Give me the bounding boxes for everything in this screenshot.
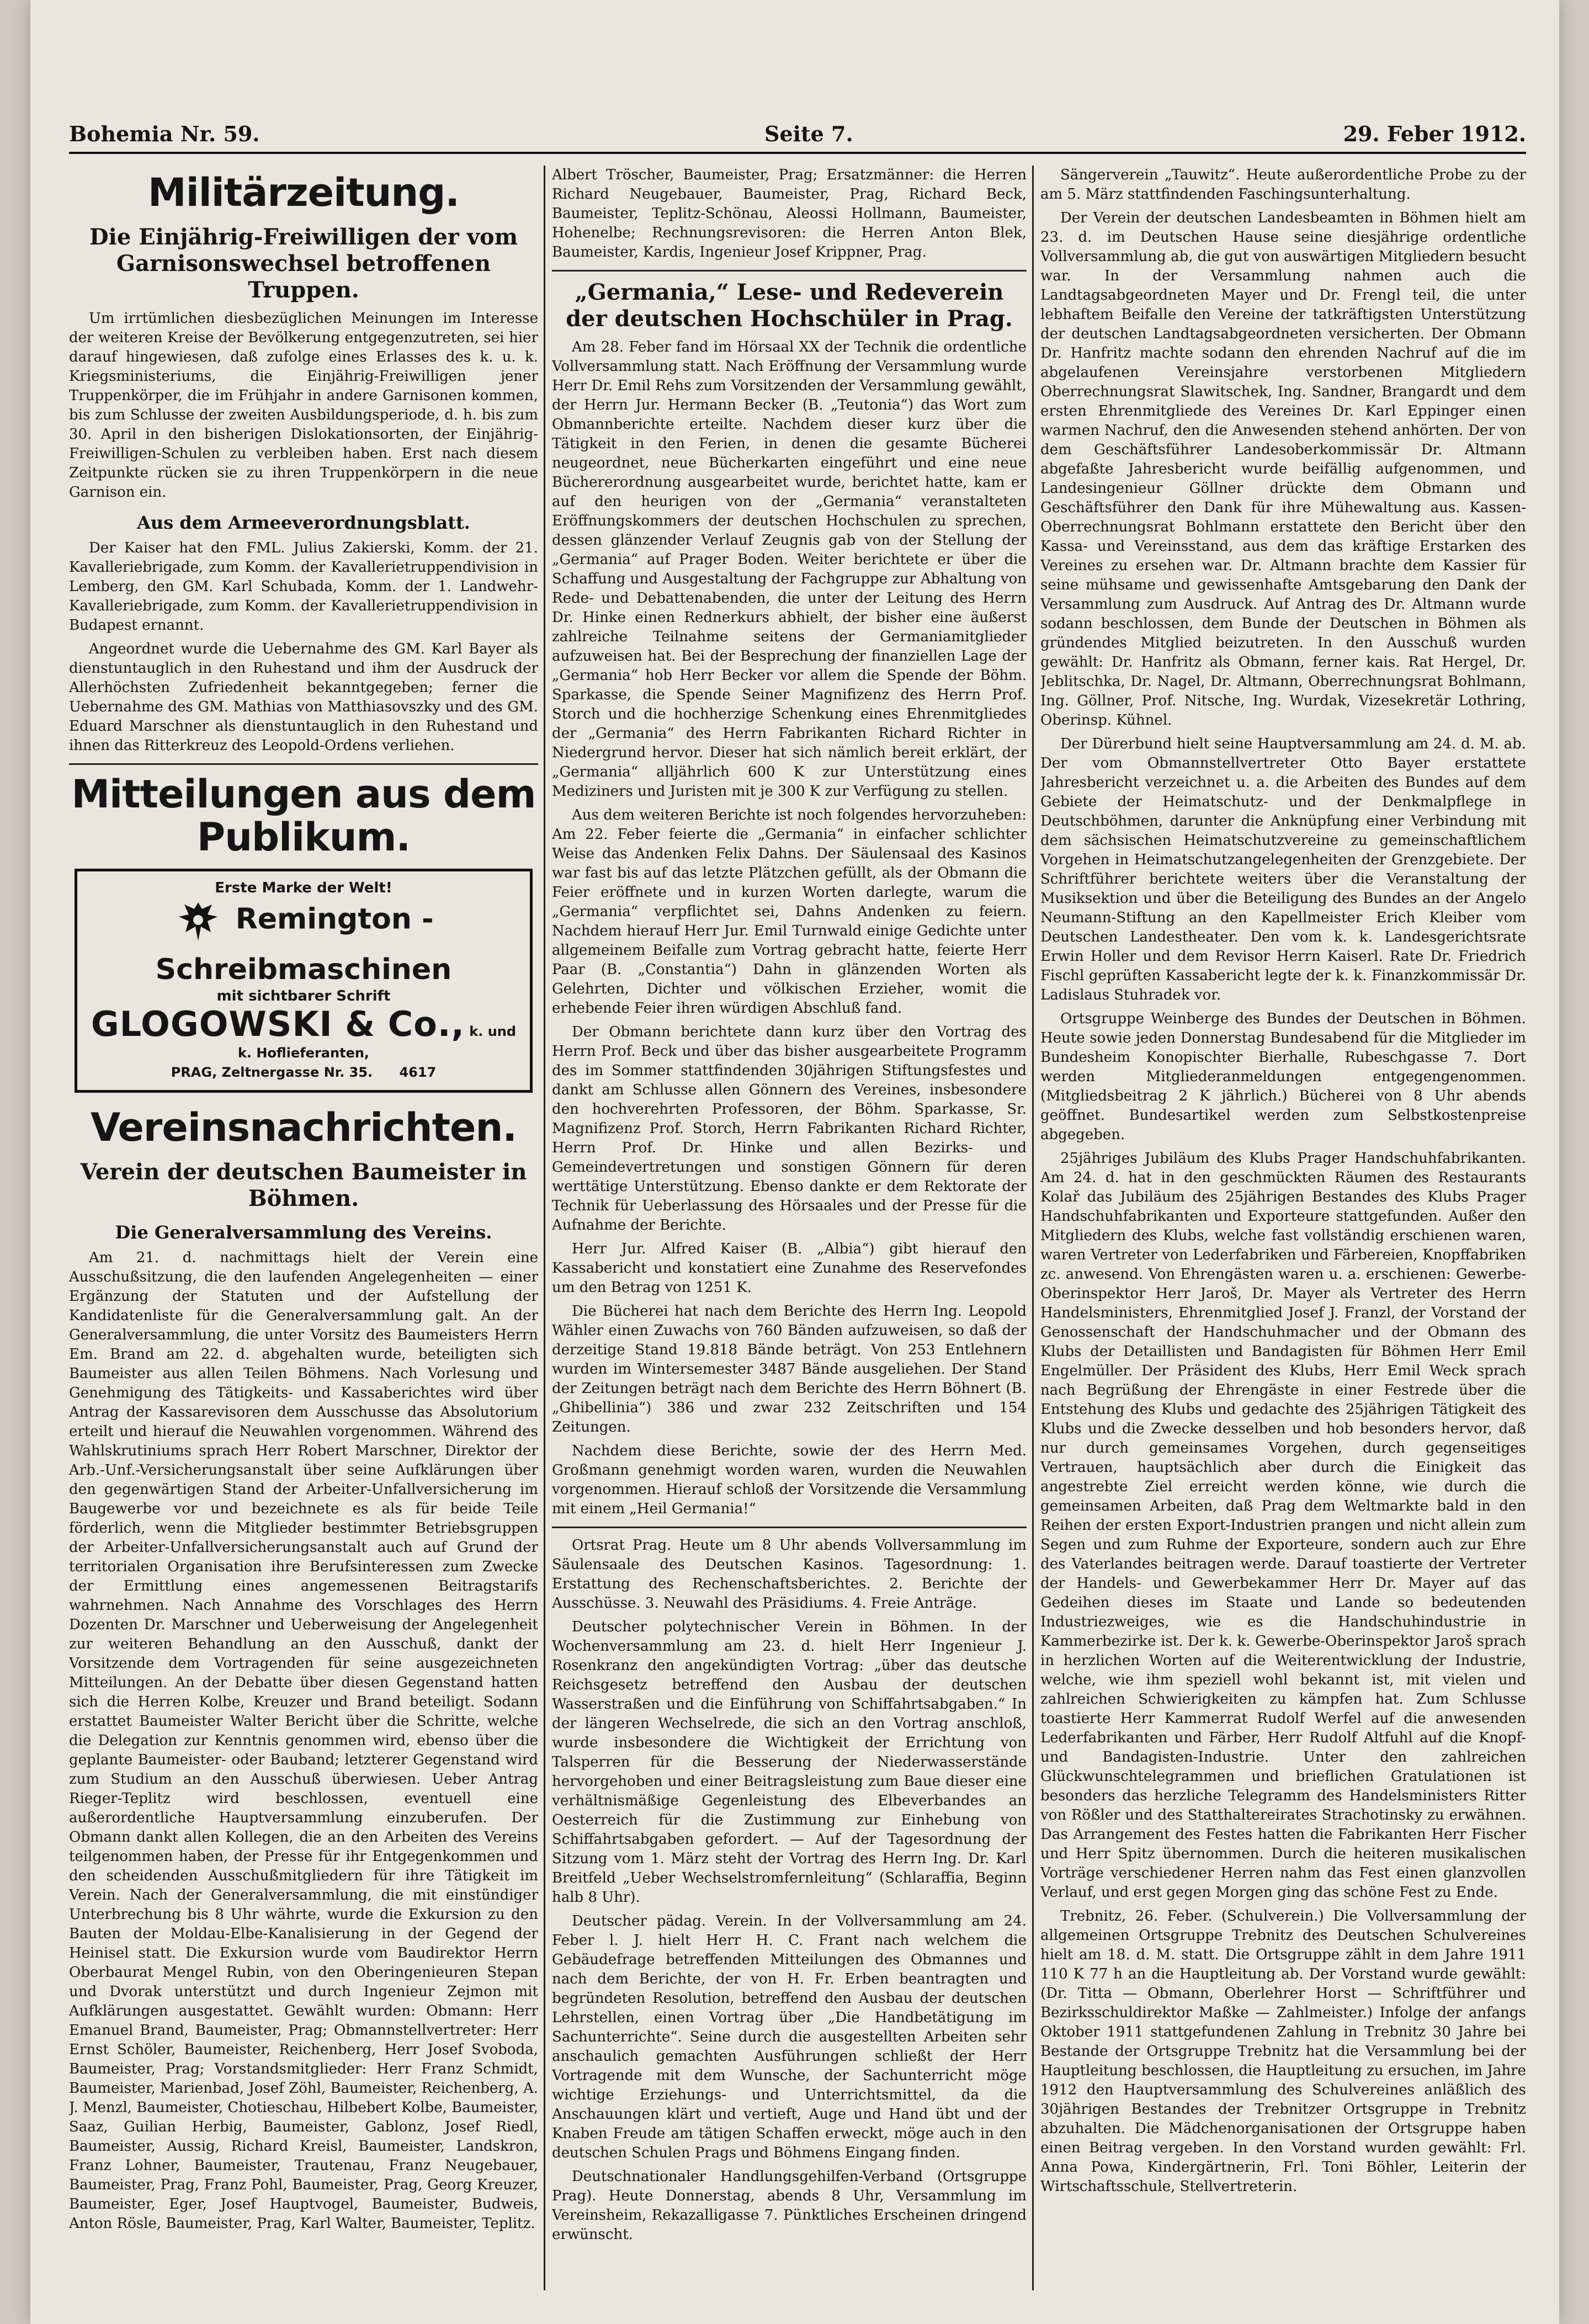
- ad-tagline: Erste Marke der Welt!: [215, 880, 392, 896]
- newspaper-page: [30, 0, 1559, 2324]
- military-headline: Die Einjährig-Freiwilligen der vom Garnisonswechsel betroffenen Truppen.: [89, 224, 518, 303]
- germania-paragraph-5: Die Bücherei hat nach dem Berichte des Herrn Ing. Leopold Wähler einen Zuwachs von 760 Bänden aufzuweisen, so daß der derzeitige Stand 19.818 Bände beträgt. Von 253 Entlehnern wurden im Wintersemester 3487 Bände ausgeliehen. Der Stand der Zeitungen beträgt nach dem Berichte des Herrn Böhnert (B. „Ghibellinia“) 386 und zwar 232 Zeitschriften und 154 Zeitungen.: [552, 1303, 1027, 1435]
- ad-product-name: Remington - Schreibmaschinen: [155, 902, 452, 986]
- notice-choir: Sängerverein „Tauwitz“. Heute außerordentliche Probe zu der am 5. März stattfindenden Faschingsunterhaltung.: [1040, 167, 1526, 203]
- ad-purveyor: k. und k. Hoflieferanten,: [237, 1024, 517, 1061]
- double-eagle-icon: [173, 897, 223, 952]
- section-divider: [552, 1527, 1027, 1528]
- notice-trebnitz: Trebnitz, 26. Feber. (Schulverein.) Die Vollversammlung der allgemeinen Ortsgruppe Trebnitz des Deutschen Schulvereines hielt am 18. d. M. statt. Die Ortsgruppe zählt in dem Jahre 1911 110 K 77 h an die Hauptleitung ab. Der Vorstand wurde gewählt: (Dr. Titta — Obmann, Oberlehrer Horst — Schriftführer und Bezirksschuldirektor Maßke — Zahlmeister.) Infolge der anfangs Oktober 1911 stattgefundenen Zahlung in Trebnitz 30 Jahre bei Bestande der Ortsgruppe Trebnitz hat die Versammlung bei der Hauptleitung beschlossen, die Hauptleitung zu ersuchen, im Jahre 1912 den Hauptversammlung des Schulvereines anläßlich des 30jährigen Bestandes der Trebnitzer Ortsgruppe in Trebnitz abzuhalten. Die Mädchenorganisationen der Ortsgruppe haben einen Beitrag vergeben. In den Vorstand wurden gewählt: Frl. Anna Powa, Kindergärtnerin, Frl. Toni Böhler, Leiterin der Wirtschaftsschule, Stellvertreterin.: [1040, 1908, 1526, 2195]
- public-notices-title: Mitteilungen aus dem Publikum.: [71, 772, 536, 860]
- ad-code: 4617: [399, 1065, 437, 1080]
- column-3: [1040, 166, 1526, 2290]
- germania-headline: „Germania,“ Lese- und Redeverein der deutschen Hochschüler in Prag.: [566, 279, 1013, 332]
- header-page-number: Seite 7.: [764, 121, 853, 146]
- army-gazette-paragraph-2: Angeordnet wurde die Uebernahme des GM. Karl Bayer als dienstuntauglich in den Ruhestand und ihm der Ausdruck der Allerhöchsten Zufriedenheit bekanntgegeben; ferner die Uebernahme des GM. Mathias von Matthiasovszky und des GM. Eduard Marschner als dienstuntauglich in den Ruhestand und ihnen das Ritterkreuz des Leopold-Ordens verliehen.: [69, 641, 538, 754]
- section-divider: [552, 270, 1027, 272]
- club-news-title: Vereinsnachrichten.: [91, 1105, 517, 1150]
- column-2-lead-text: Albert Tröscher, Baumeister, Prag; Ersatzmänner: die Herren Richard Neugebauer, Baumeister, Prag, Richard Beck, Baumeister, Teplitz-Schönau, Aleossi Hollmann, Baumeister, Hohenelbe; Rechnungsrevisoren: die Herren Anton Blek, Baumeister, Kardis, Ingenieur Josef Krippner, Prag.: [552, 167, 1027, 260]
- notice-weinberge: Ortsgruppe Weinberge des Bundes der Deutschen in Böhmen. Heute sowie jeden Donnerstag Bundesabend für die Mitglieder im Bundesheim Konopischter Bierhalle, Rubeschgasse 7. Dort werden Mitgliederanmeldungen entgegengenommen. (Mitgliedsbeitrag 2 K jährlich.) Bücherei von 8 Uhr abends geöffnet. Bundesartikel werden zum Selbstkostenpreise abgegeben.: [1040, 1011, 1526, 1143]
- section-divider: [69, 763, 538, 765]
- club-news-subtitle: Verein der deutschen Baumeister in Böhmen.: [80, 1159, 527, 1211]
- germania-paragraph-1: Am 28. Feber fand im Hörsaal XX der Technik die ordentliche Vollversammlung statt. Nach Eröffnung der Versammlung wurde Herr Dr. Emil Rehs zum Vorsitzenden der Versammlung gewählt, der Herrn Jur. Hermann Becker (B. „Teutonia“) das Wort zum Obmannberichte erteilte. Nachdem dieser kurz über die Tätigkeit in den Ferien, in denen die gesamte Bücherei neugeordnet, neue Bücherkarten eingeführt und eine neue Büchererordnung ausgearbeitet wurde, berichtet hatte, kam er auf den heurigen von der „Germania“ veranstalteten Eröffnungskommers der deutschen Hochschulen zu sprechen, dessen glänzender Verlauf Zeugnis gab von der Stellung der „Germania“ auf Prager Boden. Weiter berichtete er über die Schaffung und Ausgestaltung der Fachgruppe zur Abhaltung von Rede- und Debattenabenden, die unter der Leitung des Herrn Dr. Hinke einen Rednerkurs abhielt, der bisher eine äußerst zahlreiche Teilnahme seitens der Germaniamitglieder aufzuweisen hat. Bei der Besprechung der finanziellen Lage der „Germania“ hob Herr Becker vor allem die Spende der Böhm. Sparkasse, die Spende Seiner Magnifizenz des Herrn Prof. Storch und die hochherzige Schenkung eines Ehrenmitgliedes der „Germania“ des Herrn Fabrikanten Richard Richter in Niedergrund hervor. Dieser hat sich nämlich bereit erklärt, der „Germania“ alljährlich 600 K zur Unterstützung eines Mediziners und Juristen mit je 300 K zur Verfügung zu stellen.: [552, 339, 1027, 800]
- header-rule: [69, 152, 1526, 154]
- notice-duererbund: Der Dürerbund hielt seine Hauptversammlung am 24. d. M. ab. Der vom Obmannstellvertreter Otto Bayer erstattete Jahresbericht verzeichnet u. a. die Arbeiten des Bundes auf dem Gebiete der Heimatschutz- und der Denkmalpflege in Deutschböhmen, darunter die Anknüpfung einer Verbindung mit dem sächsischen Heimatschutzvereine zu gemeinschaftlichem Vorgehen in Heimatschutzangelegenheiten der Grenzgebiete. Der Schriftführer berichtete weiters über die Veranstaltung der Musiksektion und über die Beteiligung des Bundes an der Angelo Neumann-Stiftung an den Kapellmeister Erich Kleiber vom Deutschen Landestheater. Den vom k. k. Landesgerichtsrate Erwin Holler und dem Revisor Herrn Kaiserl. Rate Dr. Friedrich Fischl geprüften Kassabericht legte der k. k. Finanzkommissär Dr. Ladislaus Stuhradek vor.: [1040, 736, 1526, 1003]
- germania-paragraph-4: Herr Jur. Alfred Kaiser (B. „Albia“) gibt hierauf den Kassabericht und konstatiert eine Zunahme des Reservefondes um den Betrag von 1251 K.: [552, 1241, 1027, 1296]
- general-assembly-text: Am 21. d. nachmittags hielt der Verein eine Ausschußsitzung, die den laufenden Angelegenheiten — einer Ergänzung der Statuten und der Aufstellung der Kandidatenliste für die Generalversammlung galt. An der Generalversammlung, die unter Vorsitz des Baumeisters Herrn Em. Brand am 22. d. abgehalten wurde, beteiligten sich Baumeister aus allen Teilen Böhmens. Nach Vorlesung und Genehmigung des Tätigkeits- und Kassaberichtes wird über Antrag der Kassarevisoren dem Ausschusse das Absolutorium erteilt und hierauf die Neuwahlen vorgenommen. Während des Wahlskrutiniums sprach Herr Robert Marschner, Direktor der Arb.-Unf.-Versicherungsanstalt über seine Aufklärungen über den gegenwärtigen Stand der Arbeiter-Unfallversicherung im Baugewerbe vor und bezeichnete es als für beide Teile förderlich, wenn die Mitglieder bestimmter Betriebsgruppen der Arbeiter-Unfallversicherungsanstalt auch auf Grund der territorialen Organisation ihre Berufsinteressen zum Zwecke der Ermittlung eines angemessenen Beitragstarifs wahrnehmen. Nach Annahme des Vorschlages des Herrn Dozenten Dr. Marschner und Ueberweisung der Angelegenheit zur weiteren Behandlung an den Ausschuß, dankt der Vorsitzende dem Vortragenden für seine ausgezeichneten Mitteilungen. An der Debatte über diesen Gegenstand hatten sich die Herren Kolbe, Kreuzer und Brand beteiligt. Sodann erstattet Baumeister Walter Bericht über die Schritte, welche die Delegation zur Kenntnis genommen wird, ebenso über die geplante Baumeister- oder Bauband; letzterer Gegenstand wird zum Studium an den Ausschuß überwiesen. Ueber Antrag Rieger-Teplitz wird beschlossen, eventuell eine außerordentliche Hauptversammlung einzuberufen. Der Obmann dankt allen Kollegen, die an den Arbeiten des Vereins teilgenommen haben, der Presse für ihr Entgegenkommen und den scheidenden Ausschußmitgliedern für ihre Tätigkeit im Verein. Nach der Generalversammlung, die mit einstündiger Unterbrechung bis 8 Uhr währte, wurde die Exkursion zu den Bauten der Moldau-Elbe-Kanalisierung in der Gegend der Heinisel statt. Die Exkursion wurde vom Baudirektor Herrn Oberbaurat Mengel Rubin, von den Oberingenieuren Stepan und Dvorak unterstützt und durch Ingenieur Zejmon mit Aufklärungen ausgestattet. Gewählt wurden: Obmann: Herr Emanuel Brand, Baumeister, Prag; Obmannstellvertreter: Herr Ernst Schöler, Baumeister, Reichenberg, Herr Josef Svoboda, Baumeister, Prag; Vorstandsmitglieder: Herr Franz Schmidt, Baumeister, Marienbad, Josef Zöhl, Baumeister, Reichenberg, A. J. Menzl, Baumeister, Chotieschau, Hilbebert Kolbe, Baumeister, Saaz, Guilian Herbig, Baumeister, Gablonz, Josef Riedl, Baumeister, Aussig, Richard Kreisl, Baumeister, Landskron, Franz Lohner, Baumeister, Trautenau, Franz Neugebauer, Baumeister, Prag, Franz Pohl, Baumeister, Prag, Georg Kreuzer, Baumeister, Eger, Josef Hauptvogel, Baumeister, Budweis, Anton Rösle, Baumeister, Prag, Karl Walter, Baumeister, Teplitz.: [69, 1249, 538, 2232]
- header-publication: Bohemia Nr. 59.: [69, 121, 260, 146]
- germania-paragraph-2: Aus dem weiteren Berichte ist noch folgendes hervorzuheben: Am 22. Feber feierte die „Germania“ in einfacher schlichter Weise das Andenken Felix Dahns. Der Säulensaal des Kasinos war fast bis auf das letzte Plätzchen gefüllt, als der Obmann die Feier eröffnete und in kurzen Worten darlegte, warum die „Germania“ verpflichtet sei, Dahns Andenken zu feiern. Nachdem hierauf Herr Jur. Emil Turnwald einige Gedichte unter allgemeinem Beifalle zum Vortrag gebracht hatte, feierte Herr Paar (B. „Constantia“) Dahn in glänzenden Worten als Gelehrten, Dichter und völkischen Erzieher, womit die erhebende Feier ihren würdigen Abschluß fand.: [552, 807, 1027, 1017]
- remington-advertisement: [75, 869, 533, 1093]
- column-1: [69, 166, 538, 2290]
- army-gazette-heading: Aus dem Armeeverordnungsblatt.: [137, 512, 470, 533]
- notice-civil-servants: Der Verein der deutschen Landesbeamten in Böhmen hielt am 23. d. im Deutschen Hause seine diesjährige ordentliche Vollversammlung ab, die gut von auswärtigen Mitgliedern besucht war. In der Versammlung nahmen auch die Landtagsabgeordneten Mayer und Dr. Frengl teil, die unter lebhaftem Beifalle den Vereine der tatkräftigsten Unterstützung der deutschen Landtagsabgeordneten versicherten. Der Obmann Dr. Hanfritz machte sodann den ehrenden Nachruf auf die im abgelaufenen Vereinsjahre verstorbenen Mitgliedern Oberrechnungsrat Slawitschek, Ing. Sandner, Brangardt und dem ersten Ehrenmitgliede des Vereines Dr. Karl Eppinger einen warmen Nachruf, den die Anwesenden stehend anhörten. Der von dem Geschäftsführer Landesoberkommissär Dr. Altmann abgefaßte Jahresbericht wurde beifällig aufgenommen, und Landesingenieur Göllner drückte dem Obmann und Geschäftsführer den Dank für ihre Mühewaltung aus. Kassen-Oberrechnungsrat Bohlmann erstattete den Bericht über den Kassa- und Vereinsstand, aus dem das kräftige Erstarken des Vereines zu ersehen war. Dr. Altmann brachte dem Kassier für seine mühsame und gewissenhafte Amtsgebarung den Dank der Versammlung zum Ausdruck. Auf Antrag des Dr. Altmann wurde sodann beschlossen, dem Bunde der Deutschen in Böhmen als gründendes Mitglied beizutreten. In den Ausschuß wurden gewählt: Dr. Hanfritz als Obmann, ferner kais. Rat Hergel, Dr. Jeblitschka, Dr. Nagel, Dr. Altmann, Oberrechnungsrat Bohlmann, Ing. Göllner, Prof. Nitsche, Ing. Wurdak, Vizesekretär Lothring, Oberinsp. Kühnel.: [1040, 210, 1526, 728]
- ad-product-feature: mit sichtbarer Schrift: [216, 988, 391, 1004]
- notice-ortsrat: Ortsrat Prag. Heute um 8 Uhr abends Vollversammlung im Säulensaale des Deutschen Kasinos. Tagesordnung: 1. Erstattung des Rechenschaftsberichtes. 2. Berichte der Ausschüsse. 3. Neuwahl des Präsidiums. 4. Freie Anträge.: [552, 1537, 1027, 1612]
- notice-clerks-union: Deutschnationaler Handlungsgehilfen-Verband (Ortsgruppe Prag). Heute Donnerstag, abends 8 Uhr, Versammlung im Vereinsheim, Rekazalligasse 7. Pünktliches Erscheinen dringend erwünscht.: [552, 2168, 1027, 2243]
- notice-polytechnic: Deutscher polytechnischer Verein in Böhmen. In der Wochenversammlung am 23. d. hielt Herr Ingenieur J. Rosenkranz den angekündigten Vortrag: „über das deutsche Reichsgesetz betreffend den Ausbau der deutschen Wasserstraßen und die Einführung von Schiffahrtsabgaben.“ In der längeren Wechselrede, die sich an den Vortrag anschloß, wurde insbesondere die Wichtigkeit der Errichtung von Talsperren für die Besserung der Niederwasserstände hervorgehoben und einer Beitragsleistung zum Baue dieser eine verhältnismäßige Gegenleistung des Elbeverbandes an Oesterreich für die Zustimmung zur Einhebung von Schiffahrtsabgaben gefordert. — Auf der Tagesordnung der Sitzung vom 1. März steht der Vortrag des Herrn Ing. Dr. Karl Breitfeld „Ueber Wechselstromfernleitung“ (Schlaraffia, Beginn halb 8 Uhr).: [552, 1619, 1027, 1906]
- germania-paragraph-6: Nachdem diese Berichte, sowie der des Herrn Med. Großmann genehmigt worden waren, wurden die Neuwahlen vorgenommen. Hierauf schloß der Vorsitzende die Versammlung mit einem „Heil Germania!“: [552, 1443, 1027, 1517]
- column-2: [552, 166, 1027, 2290]
- notice-pedagogic: Deutscher pädag. Verein. In der Vollversammlung am 24. Feber l. J. hielt Herr H. C. Frant nach welchem die Gebäudefrage betreffenden Mitteilungen des Obmannes und nach dem Berichte, der von H. Fr. Erben beantragten und begründeten Resolution, betreffend den Ausbau der deutschen Lehrstellen, einen Vortrag über „Die Handbetätigung im Sachunterrichte“. Seine durch die ausgestellten Arbeiten sehr anschaulich gemachten Ausführungen schließt der Herr Vortragende mit dem Wunsche, der Sachunterricht möge wichtige Erziehungs- und Unterrichtsmittel, da die Anschauungen klärt und vertieft, Auge und Hand übt und der Knaben Freude am tätigen Schaffen erweckt, möge auch in den deutschen Schulen Prags und Böhmens Eingang finden.: [552, 1913, 1027, 2161]
- military-section-title: Militärzeitung.: [148, 170, 459, 215]
- running-header: [69, 121, 1526, 155]
- column-divider-1: [544, 166, 545, 2290]
- scan-margin-right: [1559, 0, 1589, 2324]
- scan-margin-left: [0, 0, 30, 2324]
- army-gazette-paragraph-1: Der Kaiser hat den FML. Julius Zakierski, Komm. der 21. Kavalleriebrigade, zum Komm. der Kavallerietruppendivision in Lemberg, den GM. Karl Schubada, Komm. der 1. Landwehr-Kavalleriebrigade, zum Komm. der Kavallerietruppendivision in Budapest ernannt.: [69, 540, 538, 634]
- column-divider-2: [1032, 166, 1034, 2290]
- germania-paragraph-3: Der Obmann berichtete dann kurz über den Vortrag des Herrn Prof. Beck und über das bisher ausgearbeitete Programm des im Sommer stattfindenden 30jährigen Stiftungsfestes und dankt am Schlusse allen Gönnern des Vereines, insbesondere den hochverehrten Professoren, der Böhm. Sparkasse, Sr. Magnifizenz Prof. Storch, Herrn Fabrikanten Richard Richter, Herrn Prof. Dr. Hinke und allen Bezirks- und Gemeindevertretungen und sonstigen Gönnern für deren werttätige Unterstützung. Ebenso dankte er dem Rektorate der Technik für Ueberlassung des Hörsaales und der Presse für die Aufnahme der Berichte.: [552, 1024, 1027, 1233]
- ad-brand-name: GLOGOWSKI & Co.,: [91, 1004, 465, 1044]
- military-article-text: Um irrtümlichen diesbezüglichen Meinungen im Interesse der weiteren Kreise der Bevölkerung entgegenzutreten, sei hier darauf hingewiesen, daß zufolge eines Erlasses des k. u. k. Kriegsministeriums, die Einjährig-Freiwilligen jener Truppenkörper, die im Frühjahr in andere Garnisonen kommen, bis zum Schlusse der zweiten Ausbildungsperiode, d. h. bis zum 30. April in den bisherigen Dislokationsorten, der Einjährig-Freiwilligen-Schulen zu verbleiben haben. Erst nach diesem Zeitpunkte rücken sie zu ihren Truppenkörpern in die neue Garnison ein.: [69, 310, 538, 501]
- notice-glove-makers-jubilee: 25jähriges Jubiläum des Klubs Prager Handschuhfabrikanten. Am 24. d. hat in den geschmückten Räumen des Restaurants Kolař das Jubiläum des 25jährigen Bestandes des Klubs Prager Handschuhfabrikanten und Exporteure stattgefunden. Außer den Mitgliedern des Klubs, welche fast vollständig erschienen waren, waren Vertreter von Lederfabriken und Färbereien, Knopffabriken zc. anwesend. Von Ehrengästen waren u. a. erschienen: Gewerbe-Oberinspektor Herr Jaroš, Dr. Mayer als Vertreter des Herrn Handelsministers, Ehrenmitglied Josef J. Franzl, der Vorstand der Genossenschaft der Handschuhmacher und der Obmann des Klubs der Detaillisten und Bandagisten für Böhmen Herr Emil Engelmüller. Der Präsident des Klubs, Herr Emil Weck sprach nach Begrüßung der Ehrengäste in einer Festrede über die Entstehung des Klubs und gedachte des 25jährigen Tätigkeit des Klubs und die Zwecke desselben und hob besonders hervor, daß nur durch gemeinsames Vorgehen, durch gegenseitiges Vertrauen, hauptsächlich aber durch die Einigkeit das angestrebte Ziel erreicht werden könne, wie durch die gemeinsamen Arbeiten, daß Prag dem Weltmarkte bald in den Reihen der ersten Export-Industrien prangen und nicht allein zum Segen und zum Ruhme der Exporteure, sondern auch zur Ehre des Vaterlandes beitragen werde. Darauf toastierte der Vertreter der Handels- und Gewerbekammer Herr Dr. Mayer auf das Gedeihen dieses im Staate und Lande so bedeutenden Industriezweiges, wie es die Handschuhindustrie in Kammerbezirke ist. Der k. k. Gewerbe-Oberinspektor Jaroš sprach in herzlichen Worten auf die Weiterentwicklung der Industrie, welche, wie ihm speziell wohl bekannt ist, mit vielen und zahlreichen Schwierigkeiten zu kämpfen hat. Zum Schlusse toastierte Herr Kammerrat Rudolf Werfel auf die anwesenden Lederfabrikanten und Färber, Herr Rudolf Altfuhl auf die Knopf- und Bandagisten-Industrie. Unter den zahlreichen Glückwunschtelegrammen und brieflichen Gratulationen ist besonders das herzliche Telegramm des Handelsministers Ritter von Rößler und des Statthaltereirates Strachotinsky zu erwähnen. Das Arrangement des Festes hatten die Fabrikanten Herr Fischer und Herr Spitz übernommen. Durch die heiteren musikalischen Vorträge verschiedener Herren nahm das Fest einen glanzvollen Verlauf, und erst gegen Morgen ging das schöne Fest zu Ende.: [1040, 1150, 1526, 1901]
- header-date: 29. Feber 1912.: [1343, 121, 1526, 146]
- ad-address: PRAG, Zeltnergasse Nr. 35.: [171, 1065, 373, 1080]
- general-assembly-heading: Die Generalversammlung des Vereins.: [115, 1222, 492, 1243]
